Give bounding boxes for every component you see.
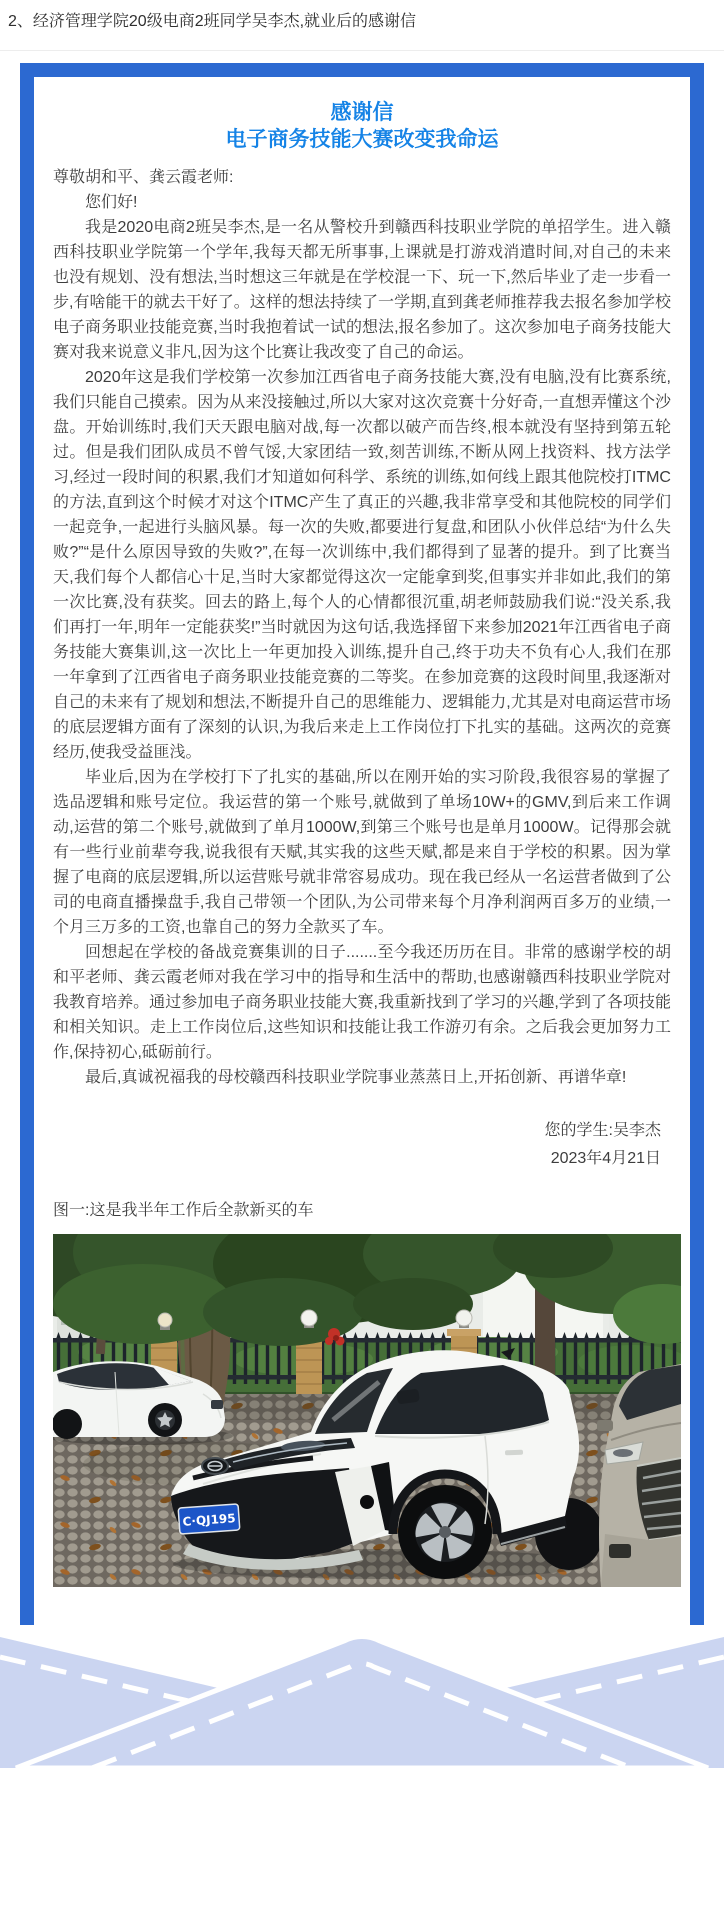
envelope-decoration: [0, 1627, 724, 1768]
license-plate-text: C·QJ195: [182, 1511, 237, 1529]
letter-content: [34, 77, 690, 1625]
letter-paragraph: 回想起在学校的备战竞赛集训的日子.......至今我还历历在目。非常的感谢学校的胡和平老师、龚云霞老师对我在学习中的指导和生活中的帮助,也感谢赣西科技职业学院对我教育培养。通过参加电子商务职业技能大赛,我重新找到了学习的兴趣,学到了各项技能和相关知识。走上工作岗位后,这些知识和技能让我工作游刃有余。之后我会更加努力工作,保持初心,砥砺前行。: [53, 944, 671, 1061]
car-photo: [53, 1234, 681, 1587]
signature-date: 2023年4月21日: [550, 1150, 661, 1167]
signature-name: 您的学生:吴李杰: [544, 1122, 661, 1139]
fog-light: [360, 1495, 374, 1509]
letter-paragraph: 最后,真诚祝福我的母校赣西科技职业学院事业蒸蒸日上,开拓创新、再谱华章!: [85, 1069, 627, 1086]
toyota-emblem: [202, 1458, 228, 1474]
letter-paragraph: 您们好!: [85, 194, 138, 211]
letter-paragraph: 2020年这是我们学校第一次参加江西省电子商务技能大赛,没有电脑,没有比赛系统,我们只能自己摸索。因为从来没接触过,所以大家对这次竞赛十分好奇,一直想弄懂这个沙盘。开始训练时,我们天天跟电脑对战,每一次都以破产而告终,根本就没有坚持到第五轮过。但是我们团队成员不曾气馁,大家团结一致,刻苦训练,不断从网上找资料、找方法学习,经过一段时间的积累,我们才知道如何科学、系统的训练,如何线上跟其他院校打ITMC的方法,直到这个时候才对这个ITMC产生了真正的兴趣,我非常享受和其他院校的同学们一起竞争,一起进行头脑风暴。每一次的失败,都要进行复盘,和团队小伙伴总结“为什么失败?”“是什么原因导致的失败?”,在每一次训练中,我们都得到了显著的提升。到了比赛当天,我们每个人都信心十足,当时大家都觉得这次一定能拿到奖,但事实并非如此,我们的第一次比赛,没有获奖。回去的路上,每个人的心情都很沉重,胡老师鼓励我们说:“没关系,我们再打一年,明年一定能获奖!”当时就因为这句话,我选择留下来参加2021年江西省电子商务技能大赛集训,这一次比上一年更加投入训练,提升自己,终于功夫不负有心人,我们在那一年拿到了江西省电子商务职业技能竞赛的二等奖。在参加竞赛的这段时间里,我逐渐对自己的未来有了规划和想法,不断提升自己的思维能力、逻辑能力,尤其是对电商运营市场的底层逻辑方面有了深刻的认识,为我后来走上工作岗位打下扎实的基础。这两次的竞赛经历,使我受益匪浅。: [53, 369, 671, 761]
license-plate: [178, 1504, 240, 1534]
section-divider: [0, 50, 724, 51]
signature-block: [53, 1117, 671, 1173]
letter-salutation: 尊敬胡和平、龚云霞老师:: [53, 169, 234, 186]
figure-caption: 图一:这是我半年工作后全款新买的车: [53, 1202, 314, 1219]
page-title: 2、经济管理学院20级电商2班同学吴李杰,就业后的感谢信: [8, 13, 417, 30]
bottom-spacer: [0, 1768, 724, 1792]
letter-title: 感谢信: [330, 101, 394, 124]
letter-paragraph: 我是2020电商2班吴李杰,是一名从警校升到赣西科技职业学院的单招学生。进入赣西科技职业学院第一个学年,我每天都无所事事,上课就是打游戏消遣时间,对自己的未来也没有规划、没有想法,当时想这三年就是在学校混一下、玩一下,然后毕业了走一步看一步,有啥能干的就去干好了。这样的想法持续了一学期,直到龚老师推荐我去报名参加学校电子商务职业技能竞赛,当时我抱着试一试的想法,报名参加了。这次参加电子商务技能大赛对我来说意义非凡,因为这个比赛让我改变了自己的命运。: [53, 219, 671, 361]
alloy-wheel: [398, 1485, 492, 1579]
letter-body: [53, 165, 671, 1090]
letter-paragraph: 毕业后,因为在学校打下了扎实的基础,所以在刚开始的实习阶段,我很容易的掌握了选品逻辑和账号定位。我运营的第一个账号,就做到了单场10W+的GMV,到后来工作调动,运营的第二个账号,就做到了单月1000W,到第三个账号也是单月1000W。记得那会就有一些行业前辈夸我,说我很有天赋,其实我的这些天赋,都是来自于学校的积累。因为掌握了电商的底层逻辑,所以运营账号就非常容易成功。现在我已经从一名运营者做到了公司的电商直播操盘手,我自己带领一个团队,为公司带来每个月净利润两百多万的业绩,一个月三万多的工资,也靠自己的努力全款买了车。: [53, 769, 671, 936]
letter-subtitle: 电子商务技能大赛改变我命运: [225, 128, 499, 151]
letter-frame: [20, 63, 704, 1625]
